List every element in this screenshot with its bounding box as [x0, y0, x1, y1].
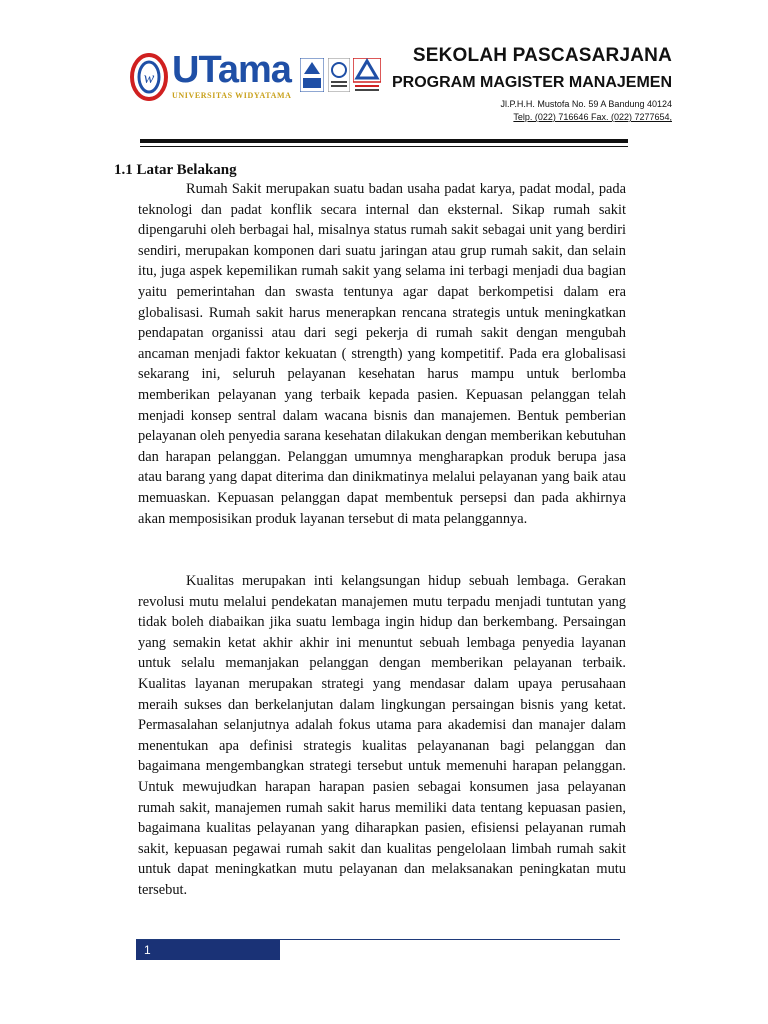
logo-wordmark: UTama	[172, 49, 291, 91]
letterhead	[0, 0, 768, 140]
paragraph-1: Rumah Sakit merupakan suatu badan usaha padat karya, padat modal, pada teknologi dan padat konflik secara internal dan eksternal. Sikap rumah sakit dipengaruhi oleh berbagai hal, misalnya status rumah sakit sebagai unit yang berdiri sendiri, merupakan komponen dari suatu jaringan atau grup rumah sakit, dan selain itu, juga aspek kepemilikan rumah sakit yang selama ini terbagi menjadi dua bagian yaitu pemerintahan dan swasta tentunya agar dapat berkompetisi dalam era globalisasi. Rumah sakit harus menerapkan rencana strategis untuk meningkatkan pendapatan organissi atau dari segi pekerja di rumah sakit dengan mengubah ancaman menjadi faktor kekuatan ( strength) yang kompetitif. Pada era globalisasi sekarang ini, seluruh pelayanan kesehatan harus mampu untuk berlomba memberikan pelayanan yang terbaik kepada pasien. Kepuasan pelanggan telah menjadi konsep sentral dalam wacana bisnis dan manajemen. Bentuk pemberian pelayanan oleh penyedia sarana kesehatan dilakukan dengan memberikan kebutuhan dan harapan pelanggan. Pelanggan umumnya mengharapkan produk berupa jasa atau barang yang dapat diterima dan dinikmatinya melalui pelayanan yang baik atau memuaskan. Kepuasan pelanggan dapat membentuk persepsi dan pada akhirnya akan memposisikan produk layanan tersebut di mata pelanggannya.	[138, 181, 626, 527]
section-heading: 1.1 Latar Belakang	[114, 162, 237, 178]
address-line: Jl.P.H.H. Mustofa No. 59 A Bandung 40124	[500, 99, 672, 109]
paragraph-2: Kualitas merupakan inti kelangsungan hidup sebuah lembaga. Gerakan revolusi mutu melalui pendekatan manajemen mutu terpadu menjadi tuntutan yang tidak boleh diabaikan jika suatu lembaga ingin hidup dan berkembang. Persaingan yang semakin ketat akhir akhir ini menuntut sebuah lembaga penyedia layanan untuk selalu memanjakan pelanggan dengan memberikan pelayanan terbaik. Kualitas layanan merupakan strategi yang mendasar dalam upaya perusahaan meraih sukses dan berkelanjutan dalam lingkungan persaingan bisnis yang ketat. Permasalahan selanjutnya adalah fokus utama para akademisi dan manajer dalam menentukan apa definisi strategis kualitas pelayananan bagi pelanggan dan bagaimana mengembangkan strategi tersebut untuk memenuhi harapan pelanggan. Untuk mewujudkan harapan harapan pasien sebagai konsumen jasa pelayanan rumah sakit, manajemen rumah sakit harus memiliki data tentang kepuasan pasien, bagaimana kualitas pelayanan yang diharapkan pasien, efisiensi pelayanan rumah sakit, kepuasan pegawai rumah sakit dan kualitas pengelolaan limbah rumah sakit untuk dapat meningkatkan mutu pelayanan dan melaksanakan peningkatan mutu tersebut.	[138, 573, 626, 898]
widyatama-logo-icon	[128, 52, 170, 102]
accreditation-icon	[328, 58, 350, 92]
program-name: PROGRAM MAGISTER MANAJEMEN	[391, 74, 672, 91]
page-number: 1	[136, 940, 280, 960]
iso-cert-icon	[300, 58, 324, 92]
institution-block	[392, 44, 672, 124]
svg-text:w: w	[143, 70, 155, 87]
institution-name: SEKOLAH PASCASARJANA	[412, 45, 672, 66]
partner-logo-icon	[353, 58, 381, 92]
header-rule-thin	[140, 146, 628, 147]
header-rule-thick	[140, 139, 628, 143]
logo-subtitle: UNIVERSITAS WIDYATAMA	[172, 91, 292, 100]
phone-line: Telp. (022) 716646 Fax. (022) 7277654,	[513, 112, 672, 122]
